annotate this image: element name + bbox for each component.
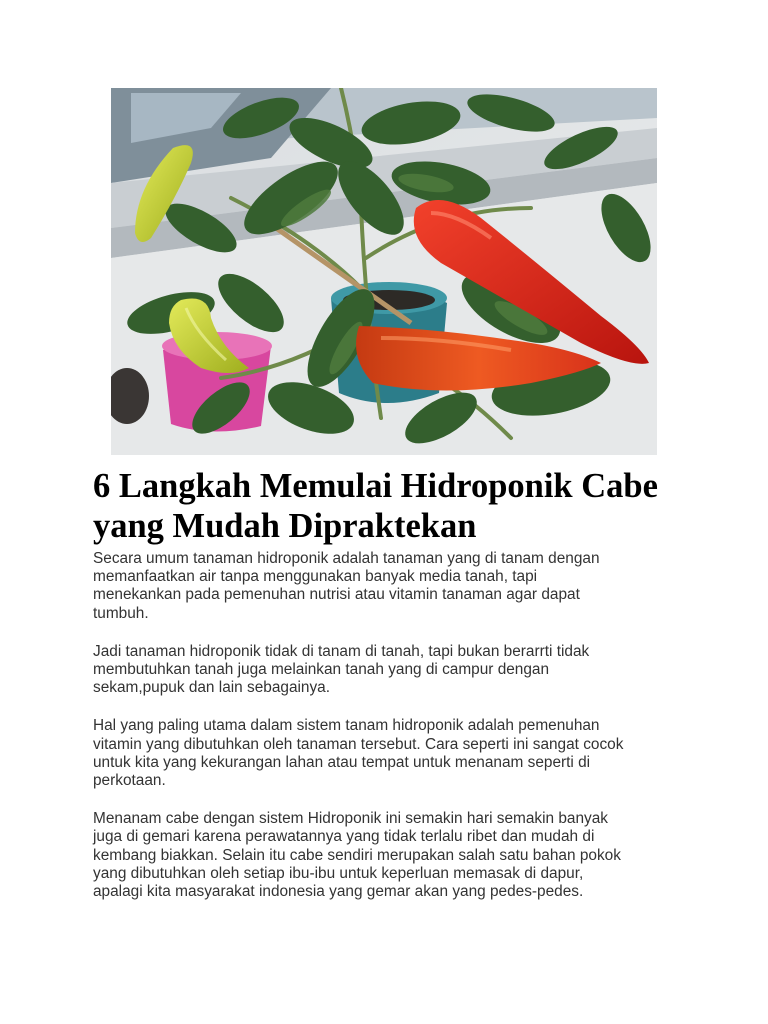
paragraph-4: Menanam cabe dengan sistem Hidroponik ini semakin hari semakin banyak juga di gemari karena perawatannya yang tidak terlalu ribet dan mudah di kembang biakkan. Selain itu cabe sendiri merupakan salah satu bahan pokok yang dibutuhkan oleh setiap ibu-ibu untuk keperluan memasak di dapur, apalagi kita masyarakat indonesia yang gemar akan yang pedes-pedes.	[93, 810, 621, 901]
paragraph-3: Hal yang paling utama dalam sistem tanam hidroponik adalah pemenuhan vitamin yang dibutuhkan oleh tanaman tersebut. Cara seperti ini sangat cocok untuk kita yang kekurangan lahan atau tempat untuk menanam seperti di perkotaan.	[93, 717, 624, 790]
paragraph-2: Jadi tanaman hidroponik tidak di tanam di tanah, tapi bukan berarrti tidak membutuhkan tanah juga melainkan tanah yang di campur dengan sekam,pupuk dan lain sebagainya.	[93, 642, 590, 697]
chili-plant-photo	[111, 88, 657, 455]
article-body	[93, 550, 693, 921]
article-title: 6 Langkah Memulai Hidroponik Cabe yang Mudah Dipraktekan	[93, 467, 658, 545]
paragraph-1: Secara umum tanaman hidroponik adalah tanaman yang di tanam dengan memanfaatkan air tanpa menggunakan banyak media tanah, tapi menekankan pada pemenuhan nutrisi atau vitamin tanaman agar dapat tumbuh.	[93, 550, 600, 622]
